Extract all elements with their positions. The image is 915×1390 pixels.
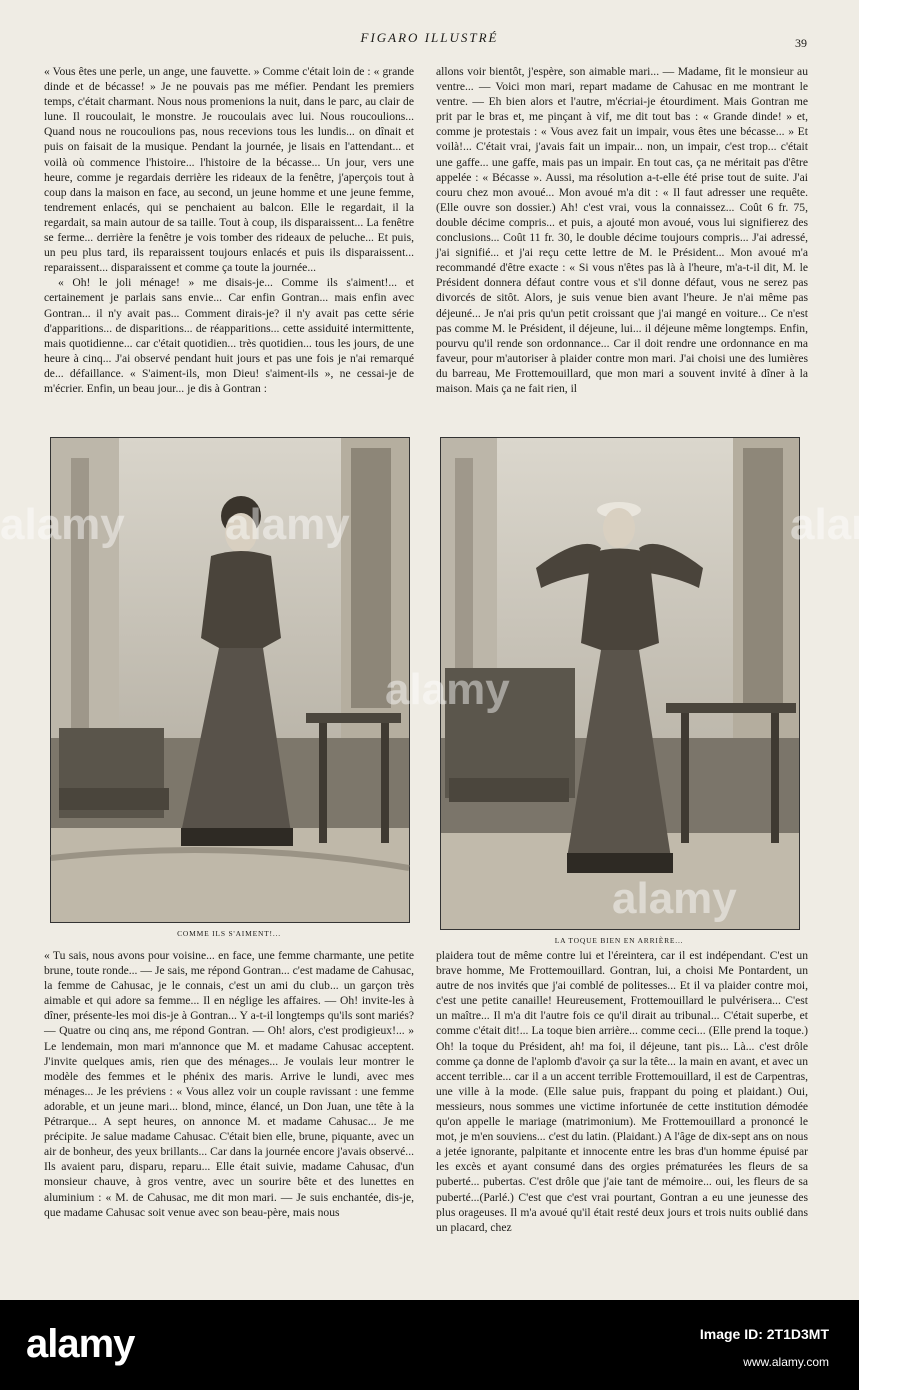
photo-caption-right: LA TOQUE BIEN EN ARRIÈRE... xyxy=(554,936,684,945)
paragraph: « Oh! le joli ménage! » me disais-je... Comme ils s'aiment!... et certainement je parlais sans envie... Car enfin Gontran... mais enfin avec Gontran... il n'y avait pas... Comment dirais-je? il n'y avait pas cette série d'apparitions... de disparitions... de réapparitions... cette assiduité intermittente, mais quotidienne... car c'était quotidien... très quotidien... tous les jours, de une heure à cinq... J'ai observé pendant huit jours et pas une fois je n'ai remarqué de... défaillance. « S'aiment-ils, mon Dieu! s'aiment-ils », ne cessai-je de m'écrier. Enfin, un beau jour... je dis à Gontran : xyxy=(44,276,414,395)
paragraph: « Tu sais, nous avons pour voisine... en face, une femme charmante, une petite brune, toute ronde... — Je sais, me répond Gontran... c'est madame de Cahusac, la femme de Cahusac, je le connais, c'est un ami du club... un garçon très aimable et qui adore sa femme... Il en néglige les affaires. — Oh! invite-les à dîner, présente-les moi dis-je à Gontran... Y a-t-il longtemps qu'ils sont mariés? — Quatre ou cinq ans, me répond Gontran. — Oh! alors, c'est prodigieux!... » Le lendemain, mon mari m'annonce que M. et madame Cahusac acceptent. J'invite quelques amis, rien que des ménages... Je voulais leur montrer le modèle des femmes et le phénix des maris. Arrive le lundi, avec mes ménages... Je les préviens : « Vous allez voir un couple ravissant : une femme adorable, et un jeune mari... blond, mince, élancé, un Don Juan, une tête à la Pétrarque... A sept heures, on annonce M. et madame Cahusac... Je me précipite. Je salue madame Cahusac. C'était bien elle, brune, piquante, avec un air de bonheur, des yeux brillants... Car dans la journée encore j'avais observé... Ils avaient paru, disparu, reparu... Elle était suivie, madame Cahusac, d'un monsieur chauve, à gros ventre, avec un sourire bête et des lunettes en aluminium : « M. de Cahusac, me dit mon mari. — Je suis enchantée, dis-je, que madame Cahusac soit venue avec son beau-père, mais nous xyxy=(44,949,414,1219)
photo-la-toque-bien-en-arriere xyxy=(440,437,800,930)
watermark: alamy xyxy=(385,665,510,714)
running-title: FIGARO ILLUSTRÉ xyxy=(360,30,499,45)
paragraph: « Vous êtes une perle, un ange, une fauvette. » Comme c'était loin de : « grande dinde et de bécasse! » Je ne pouvais pas me méfier. Pendant les premiers temps, c'était charmant. Nous nous promenions la nuit, dans le parc, au clair de lune. Il roucoulait, le monstre. Je roucoulais avec lui. Nous roucoulions... Quand nous ne roucoulions pas, nous recevions tous les lundis... on dînait et puis on faisait de la musique. Pendant la journée, je lisais en l'attendant... et voilà où commence l'histoire... l'histoire de la bécasse... Un jour, vers une heure, comme je regardais derrière les rideaux de la fenêtre, j'aperçois tout à coup dans la maison en face, au second, un jeune homme et une jeune femme, tendrement enlacés, qui se penchaient au balcon. Elle le regardait, il la regardait, sa main autour de sa taille. Tout à coup, ils disparaissent... La fenêtre se ferme... derrière la fenêtre je vois tomber des rideaux de peluche... Et puis, un peu plus tard, ils reparaissent toujours enlacés et puis ils disparaissent... reparaissent... disparaissent et comme ça toute la journée... xyxy=(44,65,414,275)
paragraph: plaidera tout de même contre lui et l'éreintera, car il est indépendant. C'est un brave homme, Me Frottemouillard. Gontran, lui, a choisi Me Pontardent, un autre de nos invités que j'ai comblé de politesses... Et il va plaider contre moi, c'est une petite canaille! Heureusement, Frottemouillard le pulvérisera... C'est un maître... Il m'a dit l'autre fois ce qu'il dirait au tribunal... C'était superbe, et comme c'était dit!... La toque bien arrière... comme ceci... (Elle prend la toque.) Oh! la toque du Président, ah! ma foi, il déjeune, tant pis... Là... c'est drôle comme ça donne de l'aplomb d'avoir ça sur la tête... la main en avant, et avec un accent terrible... car il a un accent terrible Frottemouillard, il est de Carpentras, une ville à la mode. (Elle salue puis, frappant du poing et plaidant.) Oui, messieurs, nous sommes une victime infortunée de cette institution démodée qu'on appelle le mariage (matrimonium). Me Frottemouillard a prononcé le mot, je m'en souviens... c'est du latin. (Plaidant.) A l'âge de dix-sept ans on nous a jetée ignorante, palpitante et innocente entre les bras d'un homme épuisé par les excès et ayant consumé dans des orgies prématurées les fleurs de sa puberté... pubertas. C'est drôle que j'aie tant de mémoire... oui, les fleurs de sa puberté...(Parlé.) C'est que c'est vrai pourtant, Gontran a eu une jeunesse des plus orageuses. Il m'a avoué qu'il était resté deux jours et trois nuits oublié dans un placard, chez xyxy=(436,949,808,1234)
page-number: 39 xyxy=(795,36,807,50)
text-column-top-right xyxy=(436,64,808,430)
text-column-top-left xyxy=(44,64,414,430)
image-id: Image ID: 2T1D3MT xyxy=(699,1326,829,1342)
watermark: alamy xyxy=(225,500,350,549)
photo-caption-left: COMME ILS S'AIMENT!... xyxy=(177,929,281,938)
text-column-bottom-right xyxy=(436,948,808,1260)
alamy-logo: alamy xyxy=(26,1322,135,1366)
photo-comme-ils-saiment xyxy=(50,437,410,923)
stock-footer xyxy=(0,1300,859,1390)
photo-illustration xyxy=(51,438,409,922)
watermark: alamy xyxy=(612,874,737,923)
watermark: alamy xyxy=(790,500,915,549)
footer-site: www.alamy.com xyxy=(743,1355,829,1369)
photo-illustration xyxy=(441,438,799,929)
watermark: alamy xyxy=(0,500,125,549)
footer-meta xyxy=(700,1320,829,1376)
paragraph: allons voir bientôt, j'espère, son aimable mari... — Madame, fit le monsieur au ventre... — Voici mon mari, repart madame de Cahusac en me montrant le ventre. — Eh bien alors et l'autre, m'écriai-je étourdiment. Mais Gontran me prit par le bras et, me pinçant à vif, me dit tout bas : « Grande dinde! » et, comme je protestais : « Vous avez fait un impair, vous êtes une bécasse... » Et voilà!... C'était vrai, j'avais fait un impair... non, un impair, c'est trop... c'était une gaffe... une gaffe, mais pas un impair. En tout cas, ça ne méritait pas d'être appelée : « Bécasse ». Aussi, ma résolution a-t-elle été prise tout de suite. J'ai couru chez mon avoué... Mon avoué m'a dit : « Il faut adresser une requête. (Elle ouvre son dossier.) Ah! c'est vrai, vous la connaissez... Coût 6 fr. 75, double décime compris... et puis, a ajouté mon avoué, vous lui signifierez des conclusions... Coût 11 fr. 30, le double décime toujours compris... J'ai adressé, j'ai signifié... et j'ai reçu cette lettre de M. le Président... Mon avoué m'a recommandé d'être exacte : « Si vous n'êtes pas là à l'heure, m'a-t-il dit, M. le Président donnera défaut contre vous et s'il donne défaut, vous ne serez pas divorcés de sitôt. Alors, je suis venue bien avant l'heure. Je n'ai même pas déjeuné... Je n'ai pris qu'un petit croissant que j'ai mangé en voiture... Ce n'est pas comme M. le Président, il déjeune, lui... il déjeune même longtemps. Enfin, pourvu qu'il rende son ordonnance... Car il doit rendre une ordonnance en ma faveur, pour m'autoriser à plaider contre mon mari. J'ai choisi une des lumières du barreau, Me Frottemouillard, que mon mari a souvent invité à dîner à la maison. Mais ça ne fait rien, il xyxy=(436,65,808,395)
text-column-bottom-left xyxy=(44,948,414,1260)
